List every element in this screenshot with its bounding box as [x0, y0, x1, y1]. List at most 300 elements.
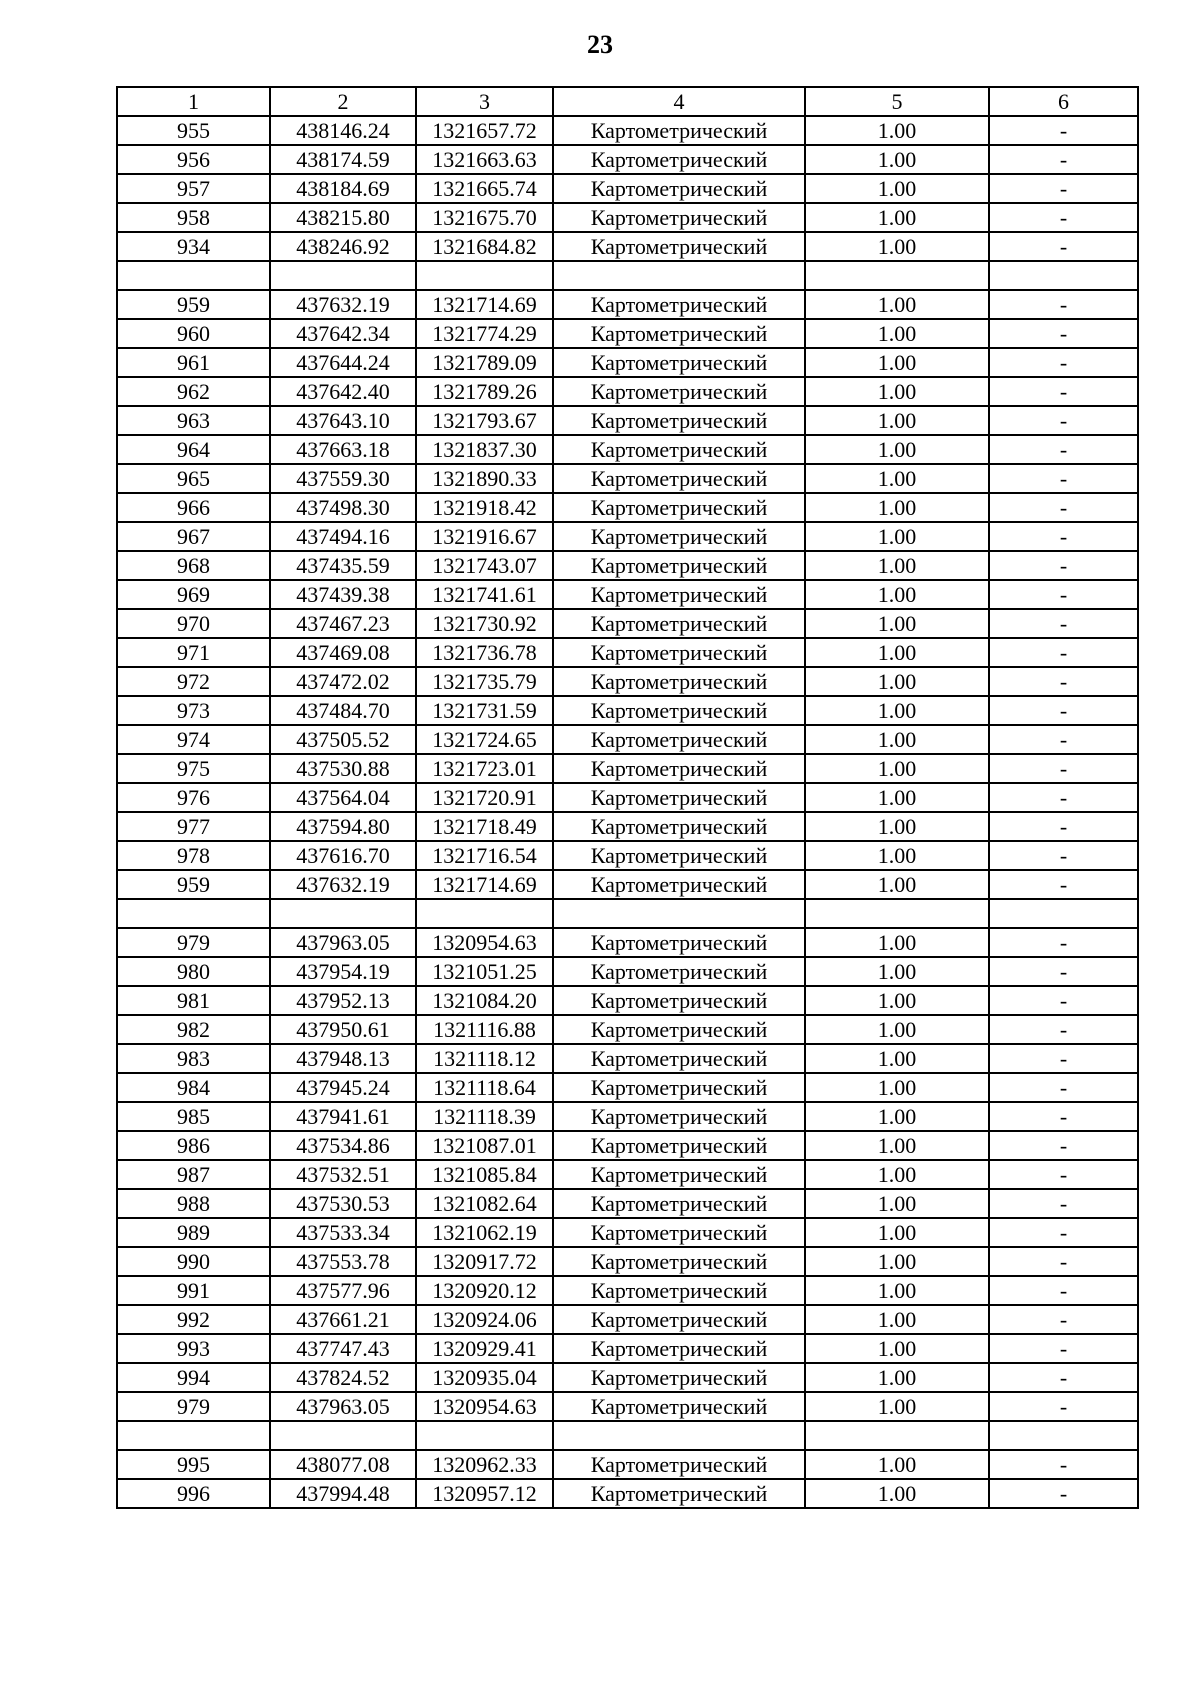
method-cell: Картометрический	[553, 1015, 805, 1044]
point-number-cell: 959	[117, 290, 270, 319]
description-cell: -	[989, 1218, 1138, 1247]
point-number-cell: 981	[117, 986, 270, 1015]
description-cell: -	[989, 551, 1138, 580]
y-coordinate-cell: 1321730.92	[416, 609, 553, 638]
description-cell: -	[989, 870, 1138, 899]
point-number-cell: 968	[117, 551, 270, 580]
method-cell: Картометрический	[553, 1189, 805, 1218]
description-cell: -	[989, 1160, 1138, 1189]
point-number-cell: 960	[117, 319, 270, 348]
x-coordinate-cell: 437963.05	[270, 1392, 416, 1421]
description-cell: -	[989, 406, 1138, 435]
point-number-cell: 966	[117, 493, 270, 522]
point-number-cell: 963	[117, 406, 270, 435]
method-cell: Картометрический	[553, 1392, 805, 1421]
table-row	[117, 841, 1138, 870]
accuracy-cell: 1.00	[805, 174, 989, 203]
accuracy-cell: 1.00	[805, 725, 989, 754]
accuracy-cell: 1.00	[805, 1479, 989, 1508]
column-header: 1	[117, 87, 270, 116]
y-coordinate-cell: 1321116.88	[416, 1015, 553, 1044]
description-cell: -	[989, 986, 1138, 1015]
table-row	[117, 1160, 1138, 1189]
x-coordinate-cell: 437559.30	[270, 464, 416, 493]
description-cell: -	[989, 522, 1138, 551]
point-number-cell: 977	[117, 812, 270, 841]
point-number-cell: 967	[117, 522, 270, 551]
table-row	[117, 319, 1138, 348]
method-cell: Картометрический	[553, 116, 805, 145]
accuracy-cell: 1.00	[805, 1044, 989, 1073]
accuracy-cell: 1.00	[805, 1305, 989, 1334]
description-cell: -	[989, 1102, 1138, 1131]
method-cell: Картометрический	[553, 551, 805, 580]
accuracy-cell: 1.00	[805, 377, 989, 406]
y-coordinate-cell: 1321665.74	[416, 174, 553, 203]
table-row	[117, 1421, 1138, 1450]
description-cell: -	[989, 1044, 1138, 1073]
x-coordinate-cell	[270, 899, 416, 928]
x-coordinate-cell: 437994.48	[270, 1479, 416, 1508]
x-coordinate-cell: 437643.10	[270, 406, 416, 435]
accuracy-cell: 1.00	[805, 841, 989, 870]
x-coordinate-cell: 437632.19	[270, 870, 416, 899]
y-coordinate-cell: 1321118.12	[416, 1044, 553, 1073]
point-number-cell	[117, 1421, 270, 1450]
table-row	[117, 290, 1138, 319]
method-cell: Картометрический	[553, 1131, 805, 1160]
method-cell: Картометрический	[553, 928, 805, 957]
x-coordinate-cell: 437530.53	[270, 1189, 416, 1218]
table-row	[117, 1305, 1138, 1334]
description-cell: -	[989, 580, 1138, 609]
method-cell: Картометрический	[553, 609, 805, 638]
accuracy-cell: 1.00	[805, 1073, 989, 1102]
point-number-cell: 934	[117, 232, 270, 261]
x-coordinate-cell: 437498.30	[270, 493, 416, 522]
y-coordinate-cell: 1320954.63	[416, 928, 553, 957]
x-coordinate-cell: 437948.13	[270, 1044, 416, 1073]
description-cell: -	[989, 1334, 1138, 1363]
method-cell: Картометрический	[553, 812, 805, 841]
description-cell: -	[989, 783, 1138, 812]
description-cell: -	[989, 928, 1138, 957]
point-number-cell: 979	[117, 928, 270, 957]
method-cell: Картометрический	[553, 870, 805, 899]
accuracy-cell: 1.00	[805, 638, 989, 667]
point-number-cell: 971	[117, 638, 270, 667]
accuracy-cell: 1.00	[805, 319, 989, 348]
table-row	[117, 580, 1138, 609]
point-number-cell: 955	[117, 116, 270, 145]
y-coordinate-cell: 1320917.72	[416, 1247, 553, 1276]
method-cell: Картометрический	[553, 841, 805, 870]
point-number-cell: 978	[117, 841, 270, 870]
y-coordinate-cell: 1321837.30	[416, 435, 553, 464]
y-coordinate-cell: 1321714.69	[416, 870, 553, 899]
point-number-cell: 982	[117, 1015, 270, 1044]
method-cell: Картометрический	[553, 1334, 805, 1363]
point-number-cell: 975	[117, 754, 270, 783]
description-cell: -	[989, 145, 1138, 174]
point-number-cell: 991	[117, 1276, 270, 1305]
accuracy-cell: 1.00	[805, 203, 989, 232]
table-row	[117, 754, 1138, 783]
point-number-cell: 994	[117, 1363, 270, 1392]
accuracy-cell	[805, 1421, 989, 1450]
method-cell: Картометрический	[553, 290, 805, 319]
x-coordinate-cell: 437963.05	[270, 928, 416, 957]
x-coordinate-cell: 437952.13	[270, 986, 416, 1015]
method-cell	[553, 261, 805, 290]
accuracy-cell: 1.00	[805, 870, 989, 899]
method-cell: Картометрический	[553, 1044, 805, 1073]
accuracy-cell: 1.00	[805, 609, 989, 638]
description-cell: -	[989, 377, 1138, 406]
table-row	[117, 1131, 1138, 1160]
y-coordinate-cell: 1321085.84	[416, 1160, 553, 1189]
description-cell: -	[989, 725, 1138, 754]
y-coordinate-cell: 1321743.07	[416, 551, 553, 580]
y-coordinate-cell: 1321731.59	[416, 696, 553, 725]
description-cell: -	[989, 1479, 1138, 1508]
x-coordinate-cell: 437484.70	[270, 696, 416, 725]
method-cell: Картометрический	[553, 435, 805, 464]
accuracy-cell: 1.00	[805, 783, 989, 812]
page-number: 23	[587, 30, 613, 59]
table-row	[117, 232, 1138, 261]
description-cell: -	[989, 1392, 1138, 1421]
point-number-cell: 983	[117, 1044, 270, 1073]
point-number-cell: 965	[117, 464, 270, 493]
method-cell: Картометрический	[553, 638, 805, 667]
accuracy-cell: 1.00	[805, 290, 989, 319]
table-row	[117, 1276, 1138, 1305]
y-coordinate-cell: 1321890.33	[416, 464, 553, 493]
table-row	[117, 1015, 1138, 1044]
description-cell: -	[989, 638, 1138, 667]
accuracy-cell: 1.00	[805, 145, 989, 174]
method-cell: Картометрический	[553, 464, 805, 493]
table-row	[117, 522, 1138, 551]
x-coordinate-cell: 437644.24	[270, 348, 416, 377]
accuracy-cell: 1.00	[805, 406, 989, 435]
x-coordinate-cell: 438146.24	[270, 116, 416, 145]
description-cell	[989, 1421, 1138, 1450]
point-number-cell: 995	[117, 1450, 270, 1479]
x-coordinate-cell: 437642.34	[270, 319, 416, 348]
method-cell: Картометрический	[553, 696, 805, 725]
table-row	[117, 1073, 1138, 1102]
x-coordinate-cell: 437564.04	[270, 783, 416, 812]
point-number-cell: 992	[117, 1305, 270, 1334]
description-cell: -	[989, 348, 1138, 377]
coordinates-table	[116, 86, 1139, 1509]
description-cell: -	[989, 841, 1138, 870]
point-number-cell: 993	[117, 1334, 270, 1363]
table-row	[117, 1247, 1138, 1276]
point-number-cell: 976	[117, 783, 270, 812]
accuracy-cell: 1.00	[805, 493, 989, 522]
accuracy-cell: 1.00	[805, 928, 989, 957]
table-row	[117, 145, 1138, 174]
table-row	[117, 406, 1138, 435]
accuracy-cell: 1.00	[805, 1015, 989, 1044]
point-number-cell: 959	[117, 870, 270, 899]
column-header: 4	[553, 87, 805, 116]
y-coordinate-cell: 1320957.12	[416, 1479, 553, 1508]
point-number-cell: 990	[117, 1247, 270, 1276]
table-row	[117, 812, 1138, 841]
point-number-cell: 974	[117, 725, 270, 754]
y-coordinate-cell: 1321118.39	[416, 1102, 553, 1131]
accuracy-cell: 1.00	[805, 1160, 989, 1189]
point-number-cell	[117, 261, 270, 290]
accuracy-cell: 1.00	[805, 580, 989, 609]
method-cell: Картометрический	[553, 348, 805, 377]
method-cell: Картометрический	[553, 319, 805, 348]
y-coordinate-cell: 1321789.26	[416, 377, 553, 406]
accuracy-cell: 1.00	[805, 435, 989, 464]
table-row	[117, 609, 1138, 638]
point-number-cell: 964	[117, 435, 270, 464]
description-cell	[989, 899, 1138, 928]
description-cell: -	[989, 1015, 1138, 1044]
description-cell: -	[989, 957, 1138, 986]
method-cell: Картометрический	[553, 1218, 805, 1247]
x-coordinate-cell: 437532.51	[270, 1160, 416, 1189]
accuracy-cell: 1.00	[805, 1334, 989, 1363]
point-number-cell: 957	[117, 174, 270, 203]
y-coordinate-cell: 1321916.67	[416, 522, 553, 551]
accuracy-cell: 1.00	[805, 116, 989, 145]
y-coordinate-cell: 1321793.67	[416, 406, 553, 435]
method-cell: Картометрический	[553, 754, 805, 783]
method-cell: Картометрический	[553, 493, 805, 522]
x-coordinate-cell: 437553.78	[270, 1247, 416, 1276]
table-row	[117, 1218, 1138, 1247]
y-coordinate-cell: 1321118.64	[416, 1073, 553, 1102]
y-coordinate-cell: 1320935.04	[416, 1363, 553, 1392]
accuracy-cell: 1.00	[805, 957, 989, 986]
method-cell: Картометрический	[553, 145, 805, 174]
point-number-cell: 996	[117, 1479, 270, 1508]
y-coordinate-cell: 1321723.01	[416, 754, 553, 783]
method-cell: Картометрический	[553, 725, 805, 754]
point-number-cell: 988	[117, 1189, 270, 1218]
point-number-cell: 989	[117, 1218, 270, 1247]
x-coordinate-cell: 437594.80	[270, 812, 416, 841]
x-coordinate-cell: 437747.43	[270, 1334, 416, 1363]
accuracy-cell: 1.00	[805, 1247, 989, 1276]
y-coordinate-cell: 1321657.72	[416, 116, 553, 145]
x-coordinate-cell: 437941.61	[270, 1102, 416, 1131]
x-coordinate-cell: 438246.92	[270, 232, 416, 261]
accuracy-cell: 1.00	[805, 464, 989, 493]
y-coordinate-cell: 1321918.42	[416, 493, 553, 522]
description-cell: -	[989, 754, 1138, 783]
accuracy-cell: 1.00	[805, 667, 989, 696]
table-row	[117, 116, 1138, 145]
accuracy-cell: 1.00	[805, 348, 989, 377]
description-cell: -	[989, 493, 1138, 522]
table-row	[117, 1450, 1138, 1479]
point-number-cell: 956	[117, 145, 270, 174]
y-coordinate-cell: 1320929.41	[416, 1334, 553, 1363]
accuracy-cell: 1.00	[805, 522, 989, 551]
x-coordinate-cell: 437534.86	[270, 1131, 416, 1160]
point-number-cell: 987	[117, 1160, 270, 1189]
y-coordinate-cell: 1321741.61	[416, 580, 553, 609]
table-row	[117, 638, 1138, 667]
accuracy-cell	[805, 261, 989, 290]
y-coordinate-cell: 1320924.06	[416, 1305, 553, 1334]
description-cell: -	[989, 116, 1138, 145]
table-row	[117, 551, 1138, 580]
description-cell: -	[989, 696, 1138, 725]
x-coordinate-cell: 437435.59	[270, 551, 416, 580]
method-cell: Картометрический	[553, 1247, 805, 1276]
description-cell: -	[989, 1189, 1138, 1218]
y-coordinate-cell: 1321789.09	[416, 348, 553, 377]
accuracy-cell: 1.00	[805, 696, 989, 725]
description-cell: -	[989, 232, 1138, 261]
table-row	[117, 1392, 1138, 1421]
y-coordinate-cell: 1321724.65	[416, 725, 553, 754]
table-row	[117, 1363, 1138, 1392]
x-coordinate-cell	[270, 1421, 416, 1450]
column-header: 6	[989, 87, 1138, 116]
method-cell: Картометрический	[553, 1073, 805, 1102]
table-row	[117, 1102, 1138, 1131]
x-coordinate-cell: 438184.69	[270, 174, 416, 203]
description-cell: -	[989, 667, 1138, 696]
y-coordinate-cell: 1321663.63	[416, 145, 553, 174]
y-coordinate-cell	[416, 1421, 553, 1450]
description-cell: -	[989, 290, 1138, 319]
x-coordinate-cell: 437469.08	[270, 638, 416, 667]
table-row	[117, 1044, 1138, 1073]
method-cell: Картометрический	[553, 1160, 805, 1189]
y-coordinate-cell: 1321684.82	[416, 232, 553, 261]
method-cell: Картометрический	[553, 667, 805, 696]
y-coordinate-cell: 1321774.29	[416, 319, 553, 348]
table-header-row	[117, 87, 1138, 116]
table-row	[117, 667, 1138, 696]
y-coordinate-cell: 1321720.91	[416, 783, 553, 812]
method-cell: Картометрический	[553, 232, 805, 261]
method-cell: Картометрический	[553, 580, 805, 609]
accuracy-cell: 1.00	[805, 232, 989, 261]
method-cell: Картометрический	[553, 203, 805, 232]
table-row	[117, 464, 1138, 493]
y-coordinate-cell	[416, 899, 553, 928]
description-cell: -	[989, 1073, 1138, 1102]
y-coordinate-cell: 1320954.63	[416, 1392, 553, 1421]
accuracy-cell: 1.00	[805, 551, 989, 580]
y-coordinate-cell: 1320920.12	[416, 1276, 553, 1305]
point-number-cell: 972	[117, 667, 270, 696]
point-number-cell: 970	[117, 609, 270, 638]
x-coordinate-cell: 438215.80	[270, 203, 416, 232]
table-row	[117, 203, 1138, 232]
accuracy-cell: 1.00	[805, 812, 989, 841]
table-row	[117, 957, 1138, 986]
method-cell: Картометрический	[553, 1479, 805, 1508]
y-coordinate-cell: 1321082.64	[416, 1189, 553, 1218]
description-cell: -	[989, 812, 1138, 841]
x-coordinate-cell	[270, 261, 416, 290]
method-cell: Картометрический	[553, 406, 805, 435]
x-coordinate-cell: 437945.24	[270, 1073, 416, 1102]
y-coordinate-cell: 1321736.78	[416, 638, 553, 667]
x-coordinate-cell: 437824.52	[270, 1363, 416, 1392]
x-coordinate-cell: 437472.02	[270, 667, 416, 696]
accuracy-cell: 1.00	[805, 1131, 989, 1160]
table-row	[117, 725, 1138, 754]
description-cell: -	[989, 609, 1138, 638]
table-row	[117, 377, 1138, 406]
description-cell: -	[989, 174, 1138, 203]
x-coordinate-cell: 437663.18	[270, 435, 416, 464]
accuracy-cell: 1.00	[805, 1218, 989, 1247]
point-number-cell: 986	[117, 1131, 270, 1160]
x-coordinate-cell: 437439.38	[270, 580, 416, 609]
y-coordinate-cell: 1320962.33	[416, 1450, 553, 1479]
table-row	[117, 348, 1138, 377]
x-coordinate-cell: 437533.34	[270, 1218, 416, 1247]
table-row	[117, 1334, 1138, 1363]
table-row	[117, 1479, 1138, 1508]
x-coordinate-cell: 437954.19	[270, 957, 416, 986]
x-coordinate-cell: 437494.16	[270, 522, 416, 551]
x-coordinate-cell: 437950.61	[270, 1015, 416, 1044]
description-cell: -	[989, 1131, 1138, 1160]
method-cell: Картометрический	[553, 377, 805, 406]
table-row	[117, 174, 1138, 203]
table-row	[117, 899, 1138, 928]
table-row	[117, 261, 1138, 290]
table-row	[117, 928, 1138, 957]
method-cell	[553, 1421, 805, 1450]
point-number-cell: 985	[117, 1102, 270, 1131]
x-coordinate-cell: 437467.23	[270, 609, 416, 638]
table-row	[117, 986, 1138, 1015]
x-coordinate-cell: 437505.52	[270, 725, 416, 754]
table-body	[117, 116, 1138, 1508]
accuracy-cell	[805, 899, 989, 928]
method-cell: Картометрический	[553, 1276, 805, 1305]
y-coordinate-cell: 1321051.25	[416, 957, 553, 986]
x-coordinate-cell: 437642.40	[270, 377, 416, 406]
y-coordinate-cell: 1321714.69	[416, 290, 553, 319]
description-cell: -	[989, 1305, 1138, 1334]
column-header: 2	[270, 87, 416, 116]
accuracy-cell: 1.00	[805, 1276, 989, 1305]
x-coordinate-cell: 437577.96	[270, 1276, 416, 1305]
description-cell: -	[989, 1276, 1138, 1305]
method-cell: Картометрический	[553, 174, 805, 203]
table-row	[117, 696, 1138, 725]
x-coordinate-cell: 437616.70	[270, 841, 416, 870]
description-cell	[989, 261, 1138, 290]
point-number-cell	[117, 899, 270, 928]
method-cell: Картометрический	[553, 522, 805, 551]
method-cell: Картометрический	[553, 1305, 805, 1334]
x-coordinate-cell: 438077.08	[270, 1450, 416, 1479]
point-number-cell: 979	[117, 1392, 270, 1421]
column-header: 5	[805, 87, 989, 116]
